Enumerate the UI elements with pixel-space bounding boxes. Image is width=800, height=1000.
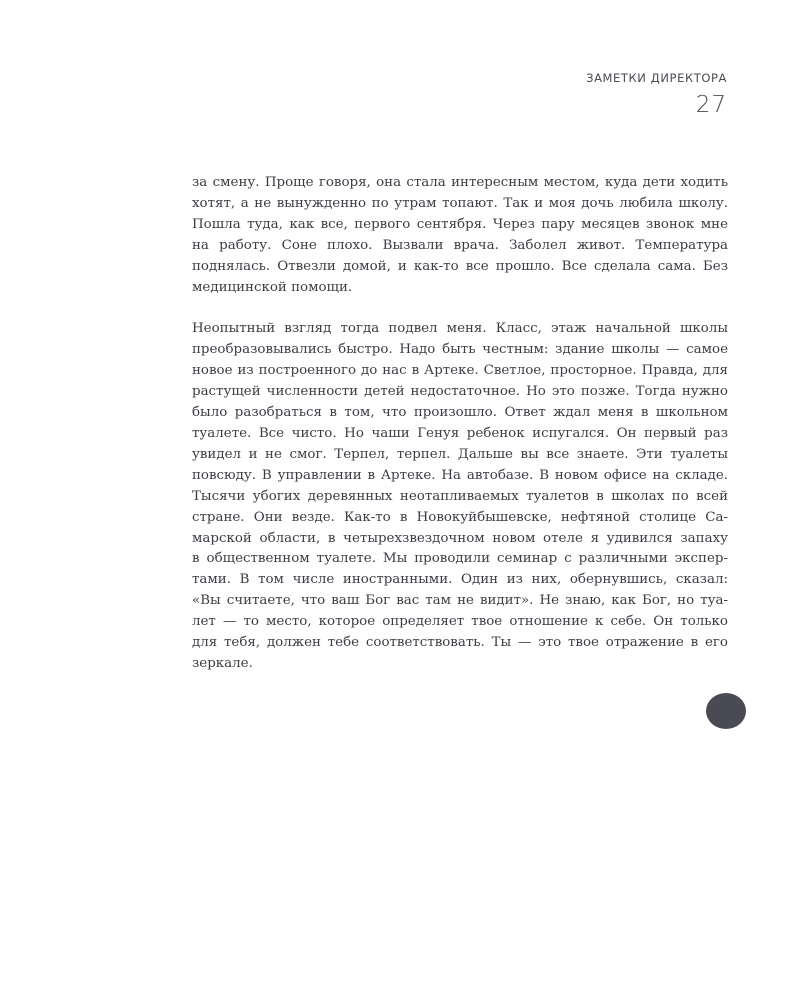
text-line: увидел и не смог. Терпел, терпел. Дальше вы все знаете. Эти туалеты: [192, 446, 728, 462]
text-line: было разобраться в том, что произошло. Ответ ждал меня в школьном: [192, 405, 728, 421]
text-line: растущей численности детей недостаточное. Но это позже. Тогда нужно: [192, 384, 728, 400]
running-title: ЗАМЕТКИ ДИРЕКТОРА: [586, 71, 727, 85]
body-text: [192, 173, 728, 675]
paragraph-1: [192, 173, 728, 298]
text-line: лет — то место, которое определяет твое отношение к себе. Он только: [192, 614, 728, 630]
text-line: за смену. Проще говоря, она стала интересным местом, куда дети ходить: [192, 175, 728, 190]
text-line: зеркале.: [192, 655, 253, 671]
page-number: 27: [695, 92, 727, 118]
text-line: преобразовывались быстро. Надо быть честным: здание школы — самое: [192, 342, 728, 358]
text-line: медицинской помощи.: [192, 279, 353, 295]
text-line: для тебя, должен тебе соответствовать. Ты — это твое отражение в его: [192, 635, 728, 651]
text-line: Пошла туда, как все, первого сентября. Через пару месяцев звонок мне: [192, 216, 728, 232]
text-line: хотят, а не вынужденно по утрам топают. Так и моя дочь любила школу.: [192, 195, 728, 211]
chapter-tab-marker: [706, 693, 746, 729]
text-line: стране. Они везде. Как-то в Новокуйбышевске, нефтяной столице Са-: [192, 509, 728, 525]
text-line: повсюду. В управлении в Артеке. На автобазе. В новом офисе на складе.: [192, 467, 728, 483]
text-line: новое из построенного до нас в Артеке. Светлое, просторное. Правда, для: [192, 363, 728, 379]
text-line: Неопытный взгляд тогда подвел меня. Класс, этаж начальной школы: [192, 321, 728, 337]
text-line: туалете. Все чисто. Но чаши Генуя ребенок испугался. Он первый раз: [192, 425, 728, 441]
text-line: тами. В том числе иностранными. Один из них, обернувшись, сказал:: [192, 572, 728, 588]
text-line: Тысячи убогих деревянных неотапливаемых туалетов в школах по всей: [192, 488, 728, 504]
text-line: марской области, в четырехзвездочном новом отеле я удивился запаху: [192, 530, 728, 546]
text-line: «Вы считаете, что ваш Бог вас там не видит». Не знаю, как Бог, но туа-: [192, 593, 728, 609]
text-line: поднялась. Отвезли домой, и как-то все прошло. Все сделала сама. Без: [192, 258, 728, 274]
paragraph-2: [192, 319, 728, 674]
text-line: в общественном туалете. Мы проводили семинар с различными экспер-: [192, 551, 728, 567]
text-line: на работу. Соне плохо. Вызвали врача. Заболел живот. Температура: [192, 237, 728, 253]
